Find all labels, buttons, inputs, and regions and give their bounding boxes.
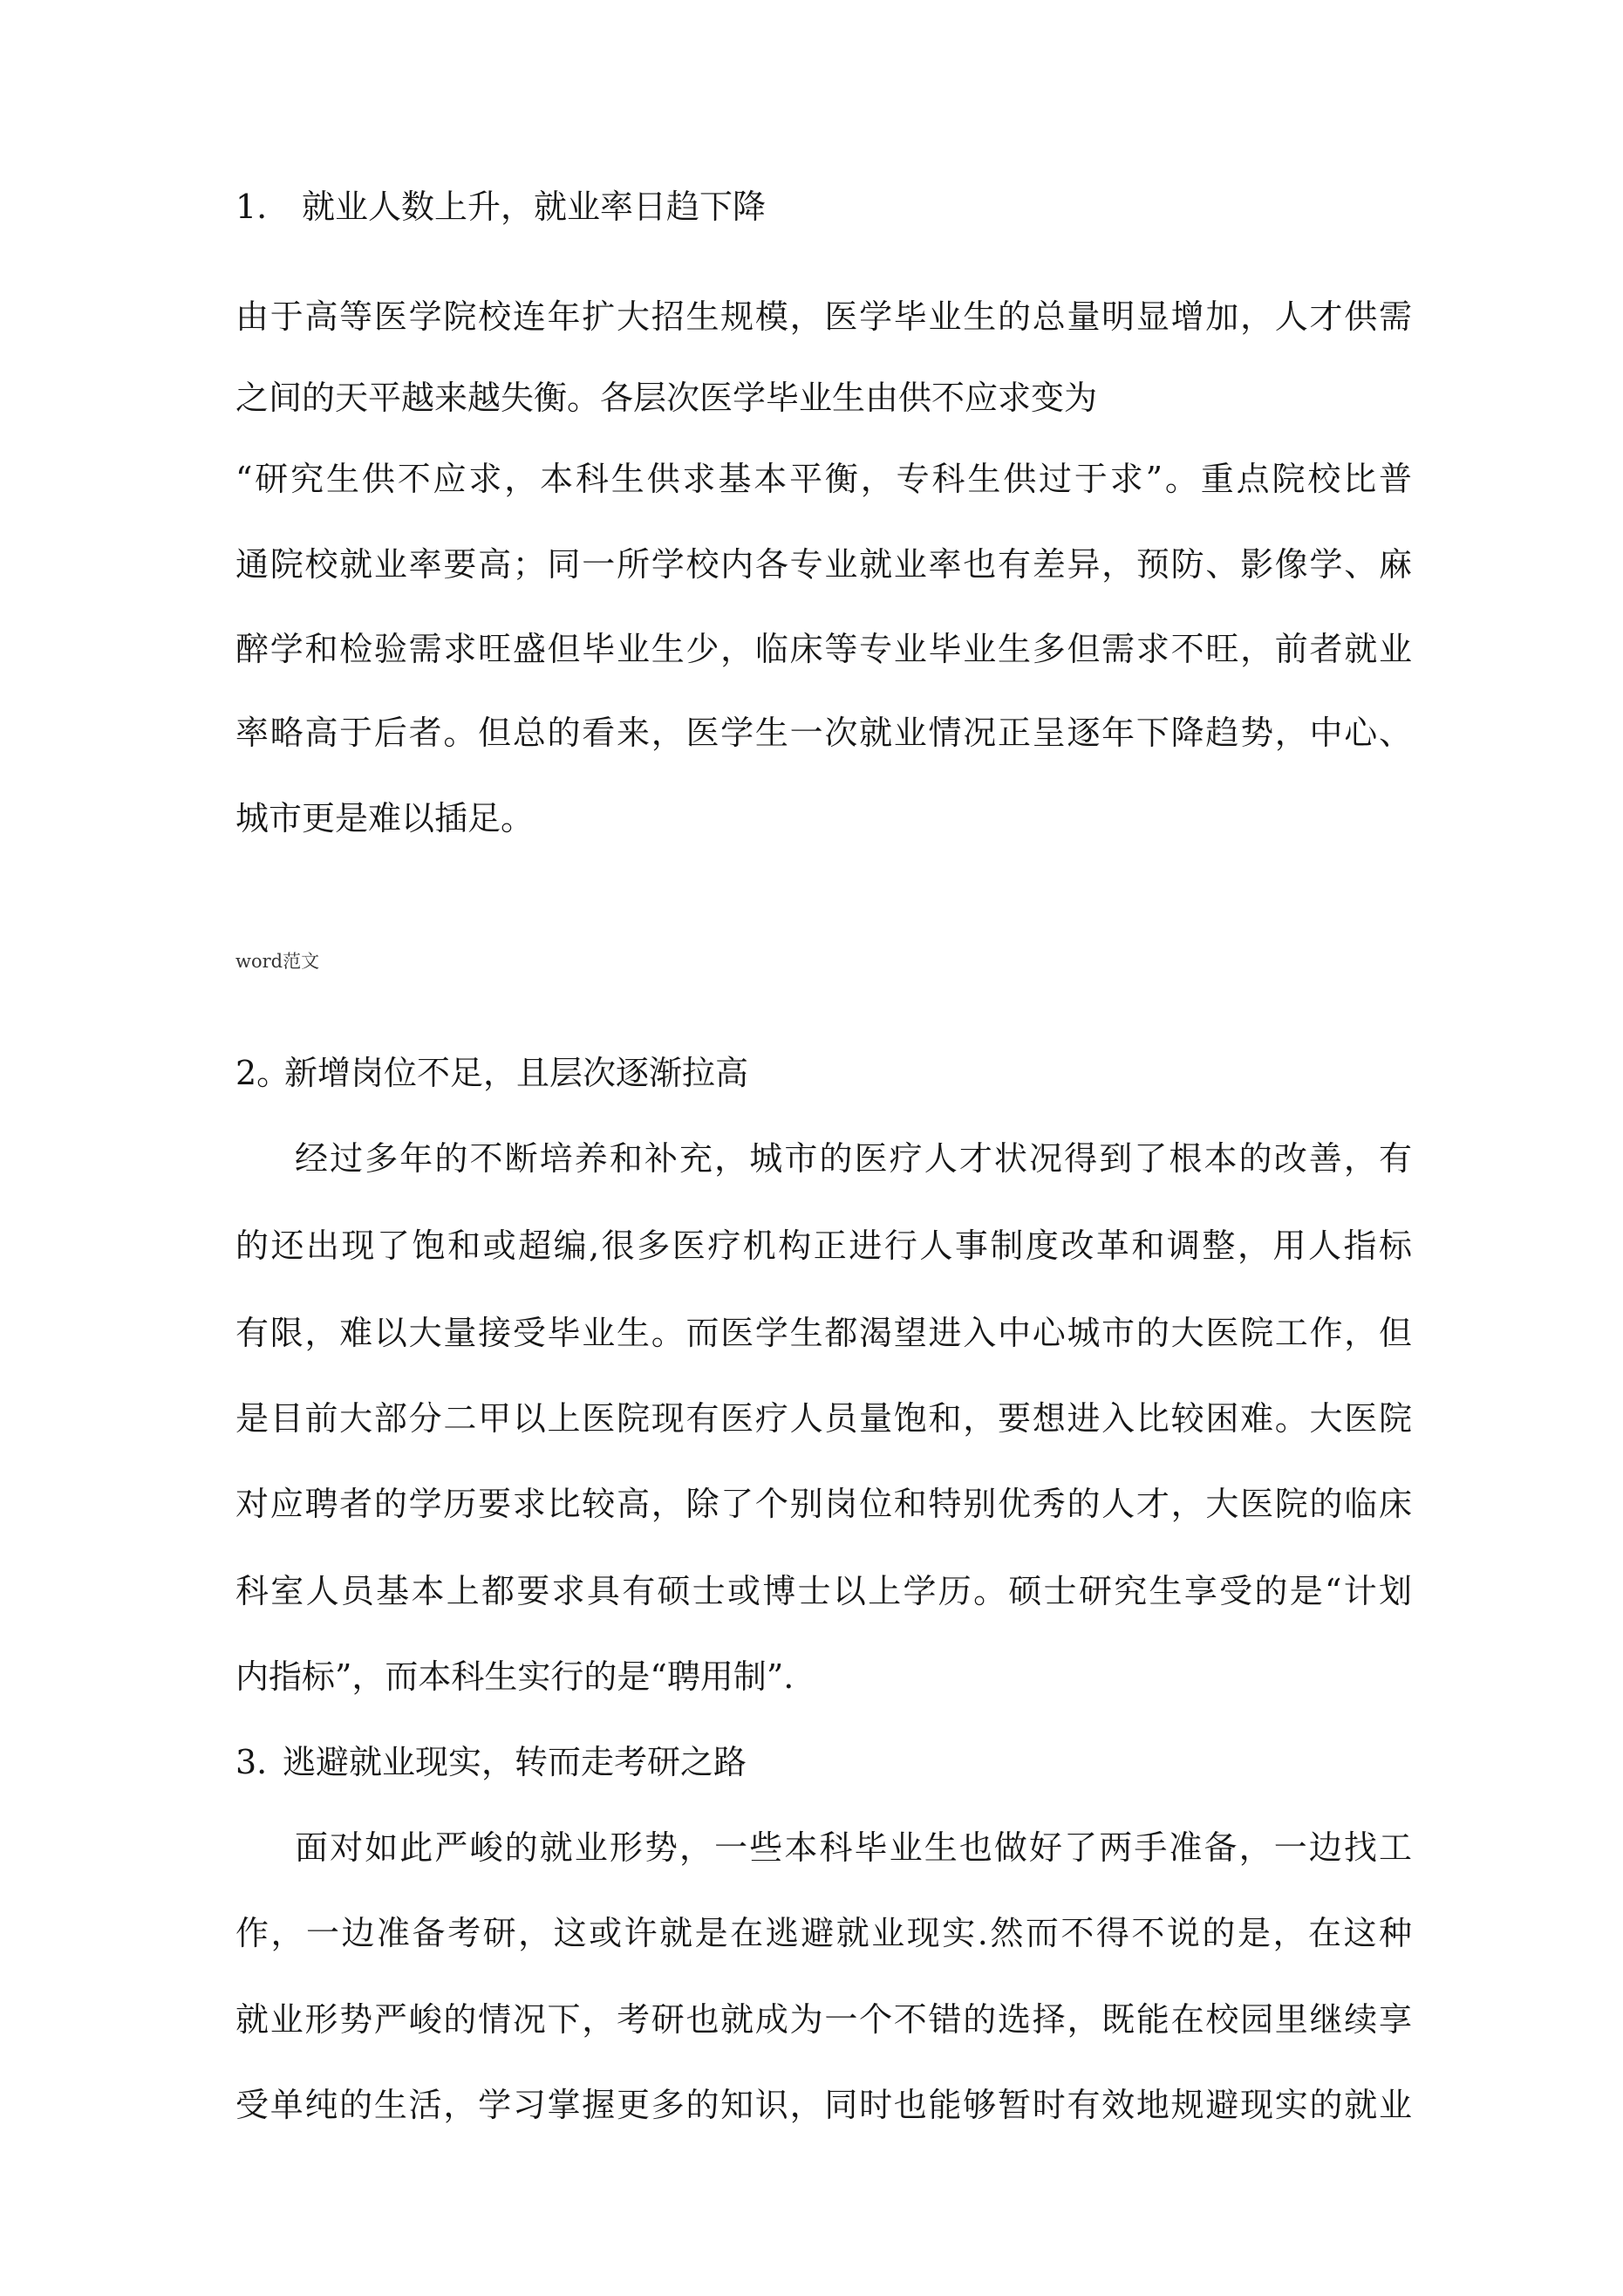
section-number: 1. <box>235 188 268 226</box>
paragraph-line: 通院校就业率要高；同一所学校内各专业就业率也有差异，预防、影像学、麻 <box>235 545 1412 584</box>
paragraph-line: 率略高于后者。但总的看来，医学生一次就业情况正呈逐年下降趋势，中心、 <box>235 714 1412 752</box>
paragraph-line: 由于高等医学院校连年扩大招生规模，医学毕业生的总量明显增加，人才供需 <box>235 297 1412 336</box>
paragraph-line: 对应聘者的学历要求比较高，除了个别岗位和特别优秀的人才，大医院的临床 <box>235 1485 1412 1523</box>
paragraph-line: 就业形势严峻的情况下，考研也就成为一个不错的选择，既能在校园里继续享 <box>235 2000 1412 2039</box>
paragraph-line: 受单纯的生活，学习掌握更多的知识，同时也能够暂时有效地规避现实的就业 <box>235 2086 1412 2124</box>
paragraph-line: 的还出现了饱和或超编,很多医疗机构正进行人事制度改革和调整，用人指标 <box>235 1227 1412 1265</box>
section-number: 3. <box>235 1743 268 1781</box>
section-heading-1 <box>235 165 1412 249</box>
section-title: 新增岗位不足，且层次逐渐拉高 <box>284 1054 749 1092</box>
section-title: 就业人数上升，就业率日趋下降 <box>302 188 767 226</box>
section-heading-3 <box>235 1720 1412 1804</box>
section-heading-2 <box>235 1031 1412 1115</box>
page-note: word范文 <box>235 951 320 972</box>
paragraph-line: 是目前大部分二甲以上医院现有医疗人员量饱和，要想进入比较困难。大医院 <box>235 1399 1412 1438</box>
paragraph-line: “研究生供不应求，本科生供求基本平衡，专科生供过于求”。重点院校比普 <box>235 460 1412 498</box>
paragraph-line: 经过多年的不断培养和补充，城市的医疗人才状况得到了根本的改善，有 <box>295 1139 1412 1178</box>
paragraph-line: 之间的天平越来越失衡。各层次医学毕业生由供不应求变为 <box>235 379 1098 417</box>
paragraph-line: 醉学和检验需求旺盛但毕业生少，临床等专业毕业生多但需求不旺，前者就业 <box>235 630 1412 668</box>
paragraph-line: 作，一边准备考研，这或许就是在逃避就业现实.然而不得不说的是，在这种 <box>235 1914 1412 1952</box>
paragraph-line: 面对如此严峻的就业形势，一些本科毕业生也做好了两手准备，一边找工 <box>295 1828 1412 1867</box>
paragraph-line: 内指标”，而本科生实行的是“聘用制”. <box>235 1657 794 1696</box>
paragraph-line: 城市更是难以插足。 <box>235 799 535 837</box>
paragraph-line: 有限，难以大量接受毕业生。而医学生都渴望进入中心城市的大医院工作，但 <box>235 1314 1412 1352</box>
section-title: 逃避就业现实，转而走考研之路 <box>283 1743 747 1781</box>
paragraph-line: 科室人员基本上都要求具有硕士或博士以上学历。硕士研究生享受的是“计划 <box>235 1572 1412 1610</box>
section-number: 2。 <box>235 1054 290 1092</box>
